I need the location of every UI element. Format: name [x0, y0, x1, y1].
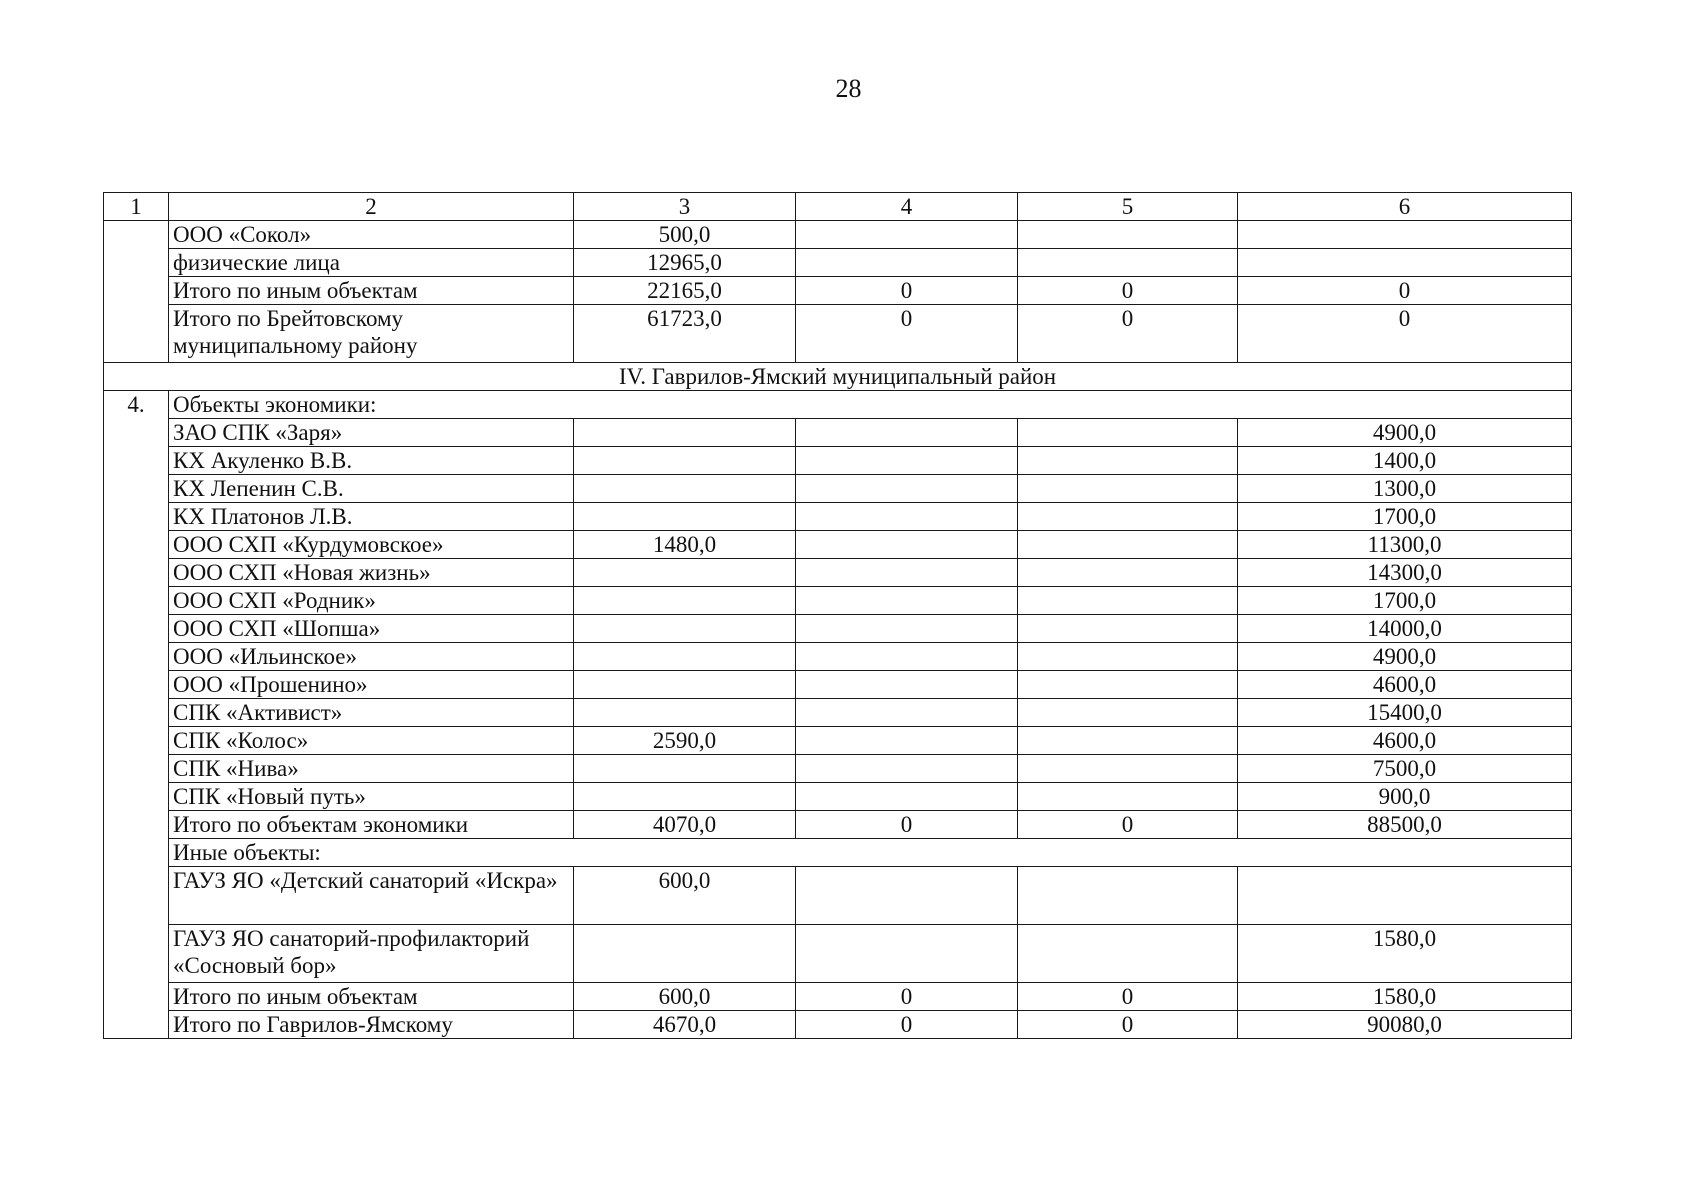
row-col-3: 22165,0 [574, 277, 796, 305]
row-col-3 [574, 643, 796, 671]
row-col-6: 15400,0 [1238, 699, 1572, 727]
row-col-6 [1238, 249, 1572, 277]
row-col-4 [796, 587, 1018, 615]
row-col-5 [1018, 755, 1238, 783]
row-col-6: 11300,0 [1238, 531, 1572, 559]
row-col-6: 1580,0 [1238, 983, 1572, 1011]
header-col-6: 6 [1238, 193, 1572, 221]
row-col-6: 0 [1238, 305, 1572, 363]
table-row [104, 249, 1572, 277]
row-col-5 [1018, 671, 1238, 699]
row-col-6: 1700,0 [1238, 503, 1572, 531]
row-name: СПК «Активист» [169, 699, 574, 727]
row-col-4 [796, 249, 1018, 277]
row-col-5 [1018, 221, 1238, 249]
row-col-3: 12965,0 [574, 249, 796, 277]
table-row [104, 643, 1572, 671]
data-table [103, 192, 1572, 1039]
header-col-4: 4 [796, 193, 1018, 221]
row-name: ООО СХП «Шопша» [169, 615, 574, 643]
table-row [104, 727, 1572, 755]
row-name: Итого по Брейтовскому муниципальному району [169, 305, 574, 363]
other-heading: Иные объекты: [169, 839, 1572, 867]
row-col-6: 4600,0 [1238, 671, 1572, 699]
table-row [104, 783, 1572, 811]
row-col-5 [1018, 447, 1238, 475]
row-name: ЗАО СПК «Заря» [169, 419, 574, 447]
row-col-5 [1018, 249, 1238, 277]
table-row [104, 419, 1572, 447]
row-col-3 [574, 671, 796, 699]
row-col-6: 7500,0 [1238, 755, 1572, 783]
table-row [104, 755, 1572, 783]
row-name: ГАУЗ ЯО санаторий-профилакторий «Сосновый бор» [169, 925, 574, 983]
row-col-5 [1018, 503, 1238, 531]
table-row [104, 531, 1572, 559]
row-col-3 [574, 503, 796, 531]
row-col-3: 2590,0 [574, 727, 796, 755]
row-col-4 [796, 221, 1018, 249]
page-number: 28 [835, 74, 862, 103]
index-cell [104, 221, 169, 363]
row-name: КХ Платонов Л.В. [169, 503, 574, 531]
row-col-4 [796, 503, 1018, 531]
row-col-6: 88500,0 [1238, 811, 1572, 839]
row-col-4 [796, 643, 1018, 671]
row-name: СПК «Нива» [169, 755, 574, 783]
row-col-6: 900,0 [1238, 783, 1572, 811]
row-col-4 [796, 727, 1018, 755]
row-col-3 [574, 587, 796, 615]
row-name: КХ Лепенин С.В. [169, 475, 574, 503]
row-col-3 [574, 699, 796, 727]
header-col-2: 2 [169, 193, 574, 221]
table-row [104, 447, 1572, 475]
row-name: ГАУЗ ЯО «Детский санаторий «Искра» [169, 867, 574, 925]
row-col-6: 0 [1238, 277, 1572, 305]
row-col-4: 0 [796, 983, 1018, 1011]
row-col-5 [1018, 925, 1238, 983]
table-row [104, 391, 1572, 419]
table-row [104, 811, 1572, 839]
row-name: СПК «Колос» [169, 727, 574, 755]
row-name: ООО СХП «Новая жизнь» [169, 559, 574, 587]
row-name: КХ Акуленко В.В. [169, 447, 574, 475]
row-col-6: 4600,0 [1238, 727, 1572, 755]
row-col-3: 4670,0 [574, 1011, 796, 1039]
row-col-4: 0 [796, 277, 1018, 305]
row-col-3 [574, 475, 796, 503]
row-name: Итого по иным объектам [169, 277, 574, 305]
row-col-3 [574, 925, 796, 983]
row-col-5 [1018, 867, 1238, 925]
section-row [104, 363, 1572, 391]
table-row [104, 475, 1572, 503]
row-name: ООО СХП «Родник» [169, 587, 574, 615]
row-col-5: 0 [1018, 277, 1238, 305]
row-col-3: 4070,0 [574, 811, 796, 839]
row-col-4 [796, 475, 1018, 503]
row-name: Итого по иным объектам [169, 983, 574, 1011]
row-col-4 [796, 447, 1018, 475]
table-row [104, 867, 1572, 925]
row-col-3: 61723,0 [574, 305, 796, 363]
table-row [104, 615, 1572, 643]
row-col-4 [796, 925, 1018, 983]
row-col-4 [796, 419, 1018, 447]
row-col-5 [1018, 643, 1238, 671]
row-col-4: 0 [796, 1011, 1018, 1039]
row-col-5: 0 [1018, 983, 1238, 1011]
row-col-6: 1580,0 [1238, 925, 1572, 983]
table-row [104, 699, 1572, 727]
row-col-6: 90080,0 [1238, 1011, 1572, 1039]
row-col-6 [1238, 221, 1572, 249]
row-name: ООО СХП «Курдумовское» [169, 531, 574, 559]
row-col-5 [1018, 699, 1238, 727]
row-col-5: 0 [1018, 305, 1238, 363]
row-col-5 [1018, 531, 1238, 559]
economy-heading: Объекты экономики: [169, 391, 1572, 419]
table-row [104, 983, 1572, 1011]
header-col-3: 3 [574, 193, 796, 221]
table-row [104, 1011, 1572, 1039]
table-row [104, 503, 1572, 531]
row-col-6: 14300,0 [1238, 559, 1572, 587]
row-col-5: 0 [1018, 811, 1238, 839]
row-col-5 [1018, 727, 1238, 755]
row-name: физические лица [169, 249, 574, 277]
row-col-4 [796, 783, 1018, 811]
row-name: Итого по объектам экономики [169, 811, 574, 839]
section-title: IV. Гаврилов-Ямский муниципальный район [104, 363, 1572, 391]
row-col-4 [796, 671, 1018, 699]
header-col-5: 5 [1018, 193, 1238, 221]
table-row [104, 221, 1572, 249]
row-col-3: 600,0 [574, 983, 796, 1011]
row-col-5 [1018, 587, 1238, 615]
row-col-5 [1018, 419, 1238, 447]
row-col-4: 0 [796, 305, 1018, 363]
row-col-6: 4900,0 [1238, 643, 1572, 671]
row-col-3 [574, 419, 796, 447]
header-col-1: 1 [104, 193, 169, 221]
table-row [104, 305, 1572, 363]
section-index: 4. [104, 391, 169, 1039]
table-row [104, 277, 1572, 305]
row-col-3 [574, 755, 796, 783]
row-col-4 [796, 699, 1018, 727]
row-col-3: 1480,0 [574, 531, 796, 559]
row-col-4 [796, 615, 1018, 643]
table-row [104, 559, 1572, 587]
row-col-4 [796, 559, 1018, 587]
row-col-3 [574, 559, 796, 587]
row-col-5 [1018, 475, 1238, 503]
row-col-4 [796, 755, 1018, 783]
row-name: ООО «Сокол» [169, 221, 574, 249]
row-name: ООО «Ильинское» [169, 643, 574, 671]
table-row [104, 925, 1572, 983]
row-col-5: 0 [1018, 1011, 1238, 1039]
row-col-4: 0 [796, 811, 1018, 839]
row-col-6: 4900,0 [1238, 419, 1572, 447]
row-col-3: 600,0 [574, 867, 796, 925]
row-name: Итого по Гаврилов-Ямскому [169, 1011, 574, 1039]
row-col-5 [1018, 783, 1238, 811]
table-row [104, 671, 1572, 699]
row-col-6: 1400,0 [1238, 447, 1572, 475]
header-row [104, 193, 1572, 221]
table-row [104, 587, 1572, 615]
row-col-4 [796, 531, 1018, 559]
row-name: СПК «Новый путь» [169, 783, 574, 811]
table-row [104, 839, 1572, 867]
row-col-6 [1238, 867, 1572, 925]
row-col-6: 14000,0 [1238, 615, 1572, 643]
row-col-4 [796, 867, 1018, 925]
row-col-6: 1700,0 [1238, 587, 1572, 615]
row-col-3: 500,0 [574, 221, 796, 249]
row-name: ООО «Прошенино» [169, 671, 574, 699]
row-col-3 [574, 615, 796, 643]
row-col-3 [574, 783, 796, 811]
row-col-6: 1300,0 [1238, 475, 1572, 503]
row-col-5 [1018, 615, 1238, 643]
row-col-5 [1018, 559, 1238, 587]
row-col-3 [574, 447, 796, 475]
